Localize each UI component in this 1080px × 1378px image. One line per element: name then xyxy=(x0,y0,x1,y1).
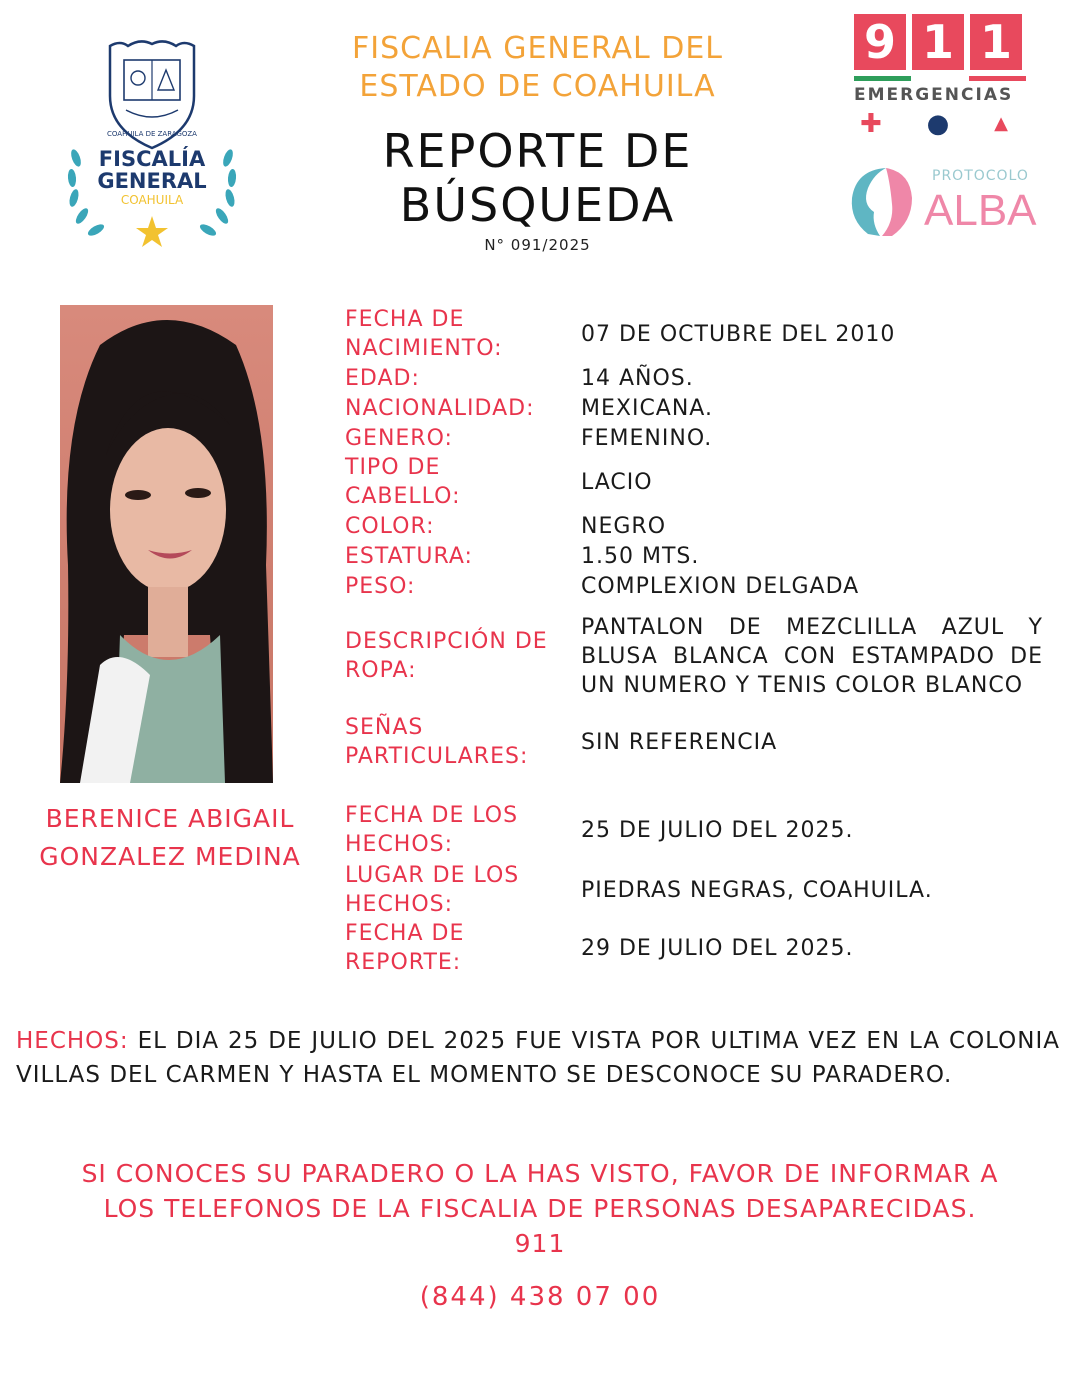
hechos-text: EL DIA 25 DE JULIO DEL 2025 FUE VISTA POR ULTIMA VEZ EN LA COLONIA VILLAS DEL CARMEN Y HASTA EL MOMENTO SE DESCONOCE SU PARADERO. xyxy=(16,1028,1060,1088)
title-line1: REPORTE DE xyxy=(382,124,693,178)
field-lugar-hechos xyxy=(345,861,1045,919)
911-emergencias-logo xyxy=(854,14,1026,144)
digit-1: 1 xyxy=(912,14,964,70)
field-value: 1.50 MTS. xyxy=(581,543,700,569)
field-value: 25 DE JULIO DEL 2025. xyxy=(581,817,854,843)
flag-bar xyxy=(854,76,1026,81)
field-label: DESCRIPCIÓN DE xyxy=(345,629,548,654)
fiscalia-logo xyxy=(62,38,242,250)
field-label: SEÑAS xyxy=(345,715,424,740)
field-value: SIN REFERENCIA xyxy=(581,729,778,755)
field-value: LACIO xyxy=(581,469,653,495)
field-label: FECHA DE xyxy=(345,307,465,332)
protocolo-alba-logo xyxy=(846,160,1042,244)
field-label: PARTICULARES: xyxy=(345,744,529,769)
star-icon xyxy=(136,216,168,247)
report-number: N° 091/2025 xyxy=(484,236,591,254)
appeal-message xyxy=(20,1156,1060,1261)
contact-phone[interactable]: (844) 438 07 00 xyxy=(419,1282,661,1312)
field-label: PESO: xyxy=(345,573,416,599)
name-line1: BERENICE ABIGAIL xyxy=(45,804,295,833)
field-value: PIEDRAS NEGRAS, COAHUILA. xyxy=(581,877,933,903)
field-label: HECHOS: xyxy=(345,832,454,857)
field-label: FECHA DE LOS xyxy=(345,803,519,828)
missing-person-photo xyxy=(60,305,273,783)
field-label: ROPA: xyxy=(345,658,417,683)
field-value: PANTALON DE MEZCLILLA AZUL Y BLUSA BLANCA CON ESTAMPADO DE UN NUMERO Y TENIS COLOR BLANCO xyxy=(581,614,1043,698)
emergencias-label: EMERGENCIAS xyxy=(854,85,1014,105)
fire-icon: ▲ xyxy=(994,113,1008,134)
field-color xyxy=(345,511,1045,541)
hechos-label: HECHOS: xyxy=(16,1028,129,1054)
field-label: HECHOS: xyxy=(345,892,454,917)
field-label: COLOR: xyxy=(345,513,435,539)
medical-cross-icon: ✚ xyxy=(860,109,882,139)
title-line2: BÚSQUEDA xyxy=(399,178,676,232)
field-label: ESTATURA: xyxy=(345,543,473,569)
field-fecha-nacimiento xyxy=(345,305,1045,363)
appeal-line1: SI CONOCES SU PARADERO O LA HAS VISTO, FAVOR DE INFORMAR A xyxy=(81,1159,999,1188)
field-fecha-reporte xyxy=(345,919,1045,977)
appeal-line3: 911 xyxy=(514,1229,566,1258)
org-line2: ESTADO DE COAHUILA xyxy=(359,69,716,104)
field-tipo-cabello xyxy=(345,453,1045,511)
field-label: LUGAR DE LOS xyxy=(345,863,520,888)
field-label: EDAD: xyxy=(345,365,420,391)
appeal-line2: LOS TELEFONOS DE LA FISCALIA DE PERSONAS DESAPARECIDAS. xyxy=(103,1194,977,1223)
field-label: REPORTE: xyxy=(345,950,462,975)
logo-line1: FISCALÍA xyxy=(98,147,206,171)
org-line1: FISCALIA GENERAL DEL xyxy=(351,31,723,66)
digit-1b: 1 xyxy=(970,14,1022,70)
field-estatura xyxy=(345,541,1045,571)
person-name xyxy=(20,800,320,876)
field-label: FECHA DE xyxy=(345,921,465,946)
police-cap-icon: ● xyxy=(926,109,950,139)
organization-name xyxy=(300,30,775,106)
logo-line2: GENERAL xyxy=(97,169,207,193)
page-title xyxy=(300,124,775,232)
digit-9: 9 xyxy=(854,14,906,70)
field-value: 07 DE OCTUBRE DEL 2010 xyxy=(581,321,896,347)
field-value: COMPLEXION DELGADA xyxy=(581,573,860,599)
logo-line3: COAHUILA xyxy=(120,193,184,207)
logo-arc-text: COAHUILA DE ZARAGOZA xyxy=(107,130,197,138)
field-value: FEMENINO. xyxy=(581,425,713,451)
field-value: 29 DE JULIO DEL 2025. xyxy=(581,935,854,961)
field-label: CABELLO: xyxy=(345,484,461,509)
field-nacionalidad xyxy=(345,393,1045,423)
field-fecha-hechos xyxy=(345,801,1045,859)
field-value: MEXICANA. xyxy=(581,395,713,421)
field-label: TIPO DE xyxy=(345,455,441,480)
woman-profile-icon xyxy=(846,164,918,240)
alba-big-label: ALBA xyxy=(924,186,1037,235)
field-genero xyxy=(345,423,1045,453)
field-senas-particulares xyxy=(345,713,1045,771)
field-label: GENERO: xyxy=(345,425,453,451)
hechos-paragraph xyxy=(16,1024,1060,1092)
field-label: NACIMIENTO: xyxy=(345,336,503,361)
field-edad xyxy=(345,363,1045,393)
field-label: NACIONALIDAD: xyxy=(345,395,535,421)
field-value: NEGRO xyxy=(581,513,667,539)
name-line2: GONZALEZ MEDINA xyxy=(39,842,301,871)
alba-small-label: PROTOCOLO xyxy=(932,168,1029,184)
field-value: 14 AÑOS. xyxy=(581,365,694,391)
field-descripcion-ropa xyxy=(345,597,1045,715)
